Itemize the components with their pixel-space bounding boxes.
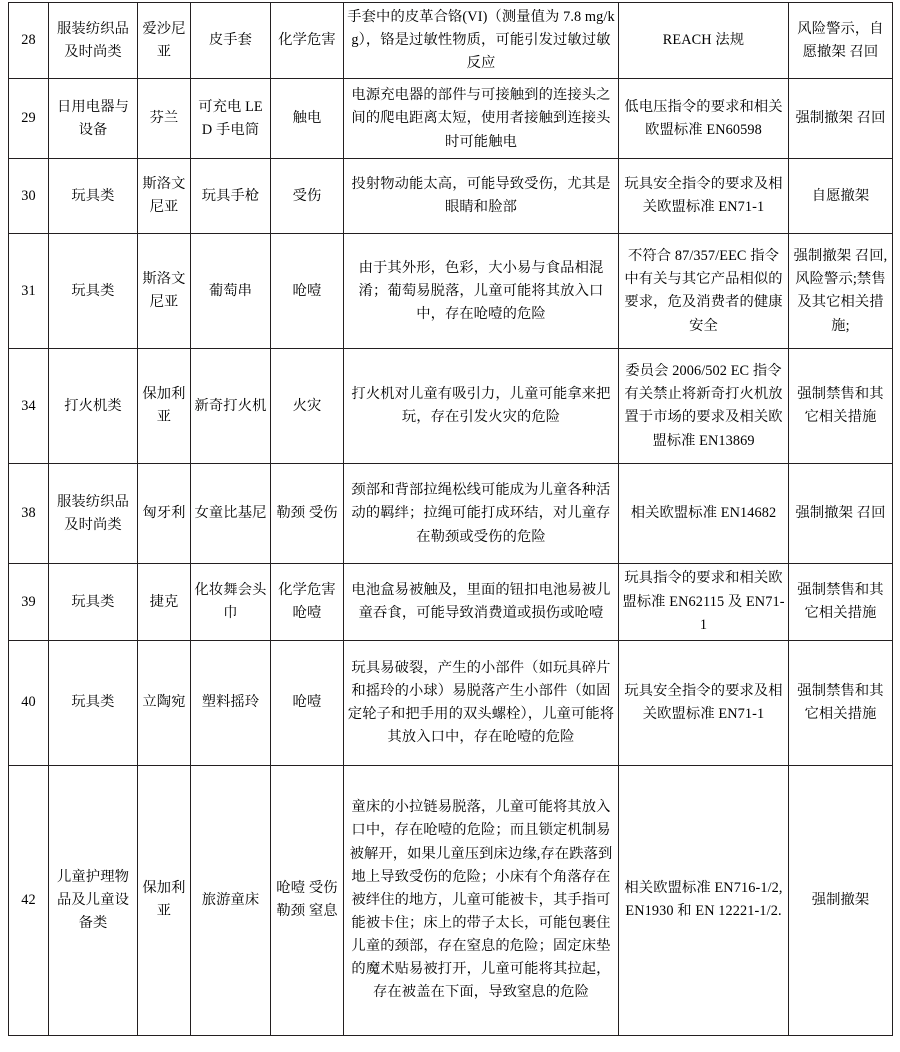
cell-sequence-number: 42 [9, 765, 49, 1035]
cell-risk-type: 火灾 [271, 349, 344, 464]
cell-country: 保加利亚 [138, 765, 191, 1035]
cell-regulation: 玩具指令的要求和相关欧盟标准 EN62115 及 EN71-1 [619, 564, 789, 640]
cell-country: 斯洛文尼亚 [138, 159, 191, 234]
table-row [9, 349, 893, 464]
cell-sequence-number: 29 [9, 79, 49, 159]
cell-product: 塑料摇玲 [191, 640, 271, 765]
cell-risk-type: 勒颈 受伤 [271, 464, 344, 564]
cell-country: 匈牙利 [138, 464, 191, 564]
cell-measure: 强制禁售和其它相关措施 [789, 640, 893, 765]
table-row [9, 3, 893, 79]
table-row [9, 234, 893, 349]
cell-product: 新奇打火机 [191, 349, 271, 464]
cell-category: 玩具类 [49, 564, 138, 640]
cell-risk-type: 化学危害 [271, 3, 344, 79]
cell-product: 可充电 LED 手电筒 [191, 79, 271, 159]
risk-notification-table [8, 2, 893, 1036]
cell-category: 日用电器与设备 [49, 79, 138, 159]
cell-risk-type: 呛噎 受伤 勒颈 窒息 [271, 765, 344, 1035]
cell-measure: 强制撤架 召回,风险警示;禁售及其它相关措施; [789, 234, 893, 349]
cell-risk-description: 玩具易破裂，产生的小部件（如玩具碎片和摇玲的小球）易脱落产生小部件（如固定轮子和把手用的双头螺栓），儿童可能将其放入口中，存在呛噎的危险 [344, 640, 619, 765]
table-row [9, 765, 893, 1035]
table-row [9, 640, 893, 765]
table-row [9, 564, 893, 640]
cell-regulation: 玩具安全指令的要求及相关欧盟标准 EN71-1 [619, 159, 789, 234]
cell-risk-type: 受伤 [271, 159, 344, 234]
cell-category: 玩具类 [49, 159, 138, 234]
cell-regulation: REACH 法规 [619, 3, 789, 79]
cell-measure: 强制禁售和其它相关措施 [789, 349, 893, 464]
cell-sequence-number: 28 [9, 3, 49, 79]
cell-product: 皮手套 [191, 3, 271, 79]
cell-category: 打火机类 [49, 349, 138, 464]
cell-risk-description: 投射物动能太高，可能导致受伤，尤其是眼睛和脸部 [344, 159, 619, 234]
cell-measure: 强制撤架 [789, 765, 893, 1035]
cell-regulation: 不符合 87/357/EEC 指令中有关与其它产品相似的要求，危及消费者的健康安全 [619, 234, 789, 349]
cell-regulation: 委员会 2006/502 EC 指令有关禁止将新奇打火机放置于市场的要求及相关欧盟标准 EN13869 [619, 349, 789, 464]
table-row [9, 464, 893, 564]
table-row [9, 159, 893, 234]
cell-category: 服装纺织品及时尚类 [49, 464, 138, 564]
cell-risk-description: 电源充电器的部件与可接触到的连接头之间的爬电距离太短，使用者接触到连接头时可能触电 [344, 79, 619, 159]
cell-risk-type: 呛噎 [271, 234, 344, 349]
cell-product: 葡萄串 [191, 234, 271, 349]
cell-category: 玩具类 [49, 234, 138, 349]
cell-risk-type: 触电 [271, 79, 344, 159]
cell-sequence-number: 30 [9, 159, 49, 234]
cell-measure: 强制撤架 召回 [789, 79, 893, 159]
cell-product: 旅游童床 [191, 765, 271, 1035]
cell-regulation: 玩具安全指令的要求及相关欧盟标准 EN71-1 [619, 640, 789, 765]
cell-sequence-number: 40 [9, 640, 49, 765]
cell-sequence-number: 34 [9, 349, 49, 464]
cell-regulation: 相关欧盟标准 EN716-1/2,EN1930 和 EN 12221-1/2. [619, 765, 789, 1035]
cell-risk-description: 颈部和背部拉绳松线可能成为儿童各种活动的羁绊；拉绳可能打成环结，对儿童存在勒颈或受伤的危险 [344, 464, 619, 564]
table-row [9, 79, 893, 159]
cell-risk-type: 呛噎 [271, 640, 344, 765]
cell-country: 立陶宛 [138, 640, 191, 765]
cell-risk-description: 童床的小拉链易脱落，儿童可能将其放入口中，存在呛噎的危险；而且锁定机制易被解开，如果儿童压到床边缘,存在跌落到地上导致受伤的危险；小床有个角落存在被绊住的地方，儿童可能被卡，其手指可能被卡住；床上的带子太长，可能包裹住儿童的颈部，存在窒息的危险；固定床垫的魔术贴易被打开，儿童可能将其拉起，存在被盖在下面，导致窒息的危险 [344, 765, 619, 1035]
cell-country: 捷克 [138, 564, 191, 640]
cell-measure: 强制禁售和其它相关措施 [789, 564, 893, 640]
cell-category: 服装纺织品及时尚类 [49, 3, 138, 79]
cell-measure: 强制撤架 召回 [789, 464, 893, 564]
cell-risk-description: 打火机对儿童有吸引力，儿童可能拿来把玩，存在引发火灾的危险 [344, 349, 619, 464]
cell-measure: 风险警示，自愿撤架 召回 [789, 3, 893, 79]
cell-risk-description: 电池盒易被触及，里面的钮扣电池易被儿童吞食，可能导致消费道或损伤或呛噎 [344, 564, 619, 640]
cell-product: 化妆舞会头巾 [191, 564, 271, 640]
cell-measure: 自愿撤架 [789, 159, 893, 234]
cell-country: 保加利亚 [138, 349, 191, 464]
cell-country: 斯洛文尼亚 [138, 234, 191, 349]
cell-category: 儿童护理物品及儿童设备类 [49, 765, 138, 1035]
cell-risk-description: 由于其外形，色彩，大小易与食品相混淆；葡萄易脱落，儿童可能将其放入口中，存在呛噎的危险 [344, 234, 619, 349]
cell-sequence-number: 31 [9, 234, 49, 349]
cell-country: 爱沙尼亚 [138, 3, 191, 79]
cell-regulation: 相关欧盟标准 EN14682 [619, 464, 789, 564]
cell-category: 玩具类 [49, 640, 138, 765]
cell-product: 女童比基尼 [191, 464, 271, 564]
cell-risk-type: 化学危害 呛噎 [271, 564, 344, 640]
cell-risk-description: 手套中的皮革合铬(VI)（测量值为 7.8 mg/kg），铬是过敏性物质，可能引发过敏过敏反应 [344, 3, 619, 79]
cell-sequence-number: 39 [9, 564, 49, 640]
cell-country: 芬兰 [138, 79, 191, 159]
cell-product: 玩具手枪 [191, 159, 271, 234]
table-body [9, 3, 893, 1036]
cell-sequence-number: 38 [9, 464, 49, 564]
cell-regulation: 低电压指令的要求和相关欧盟标准 EN60598 [619, 79, 789, 159]
